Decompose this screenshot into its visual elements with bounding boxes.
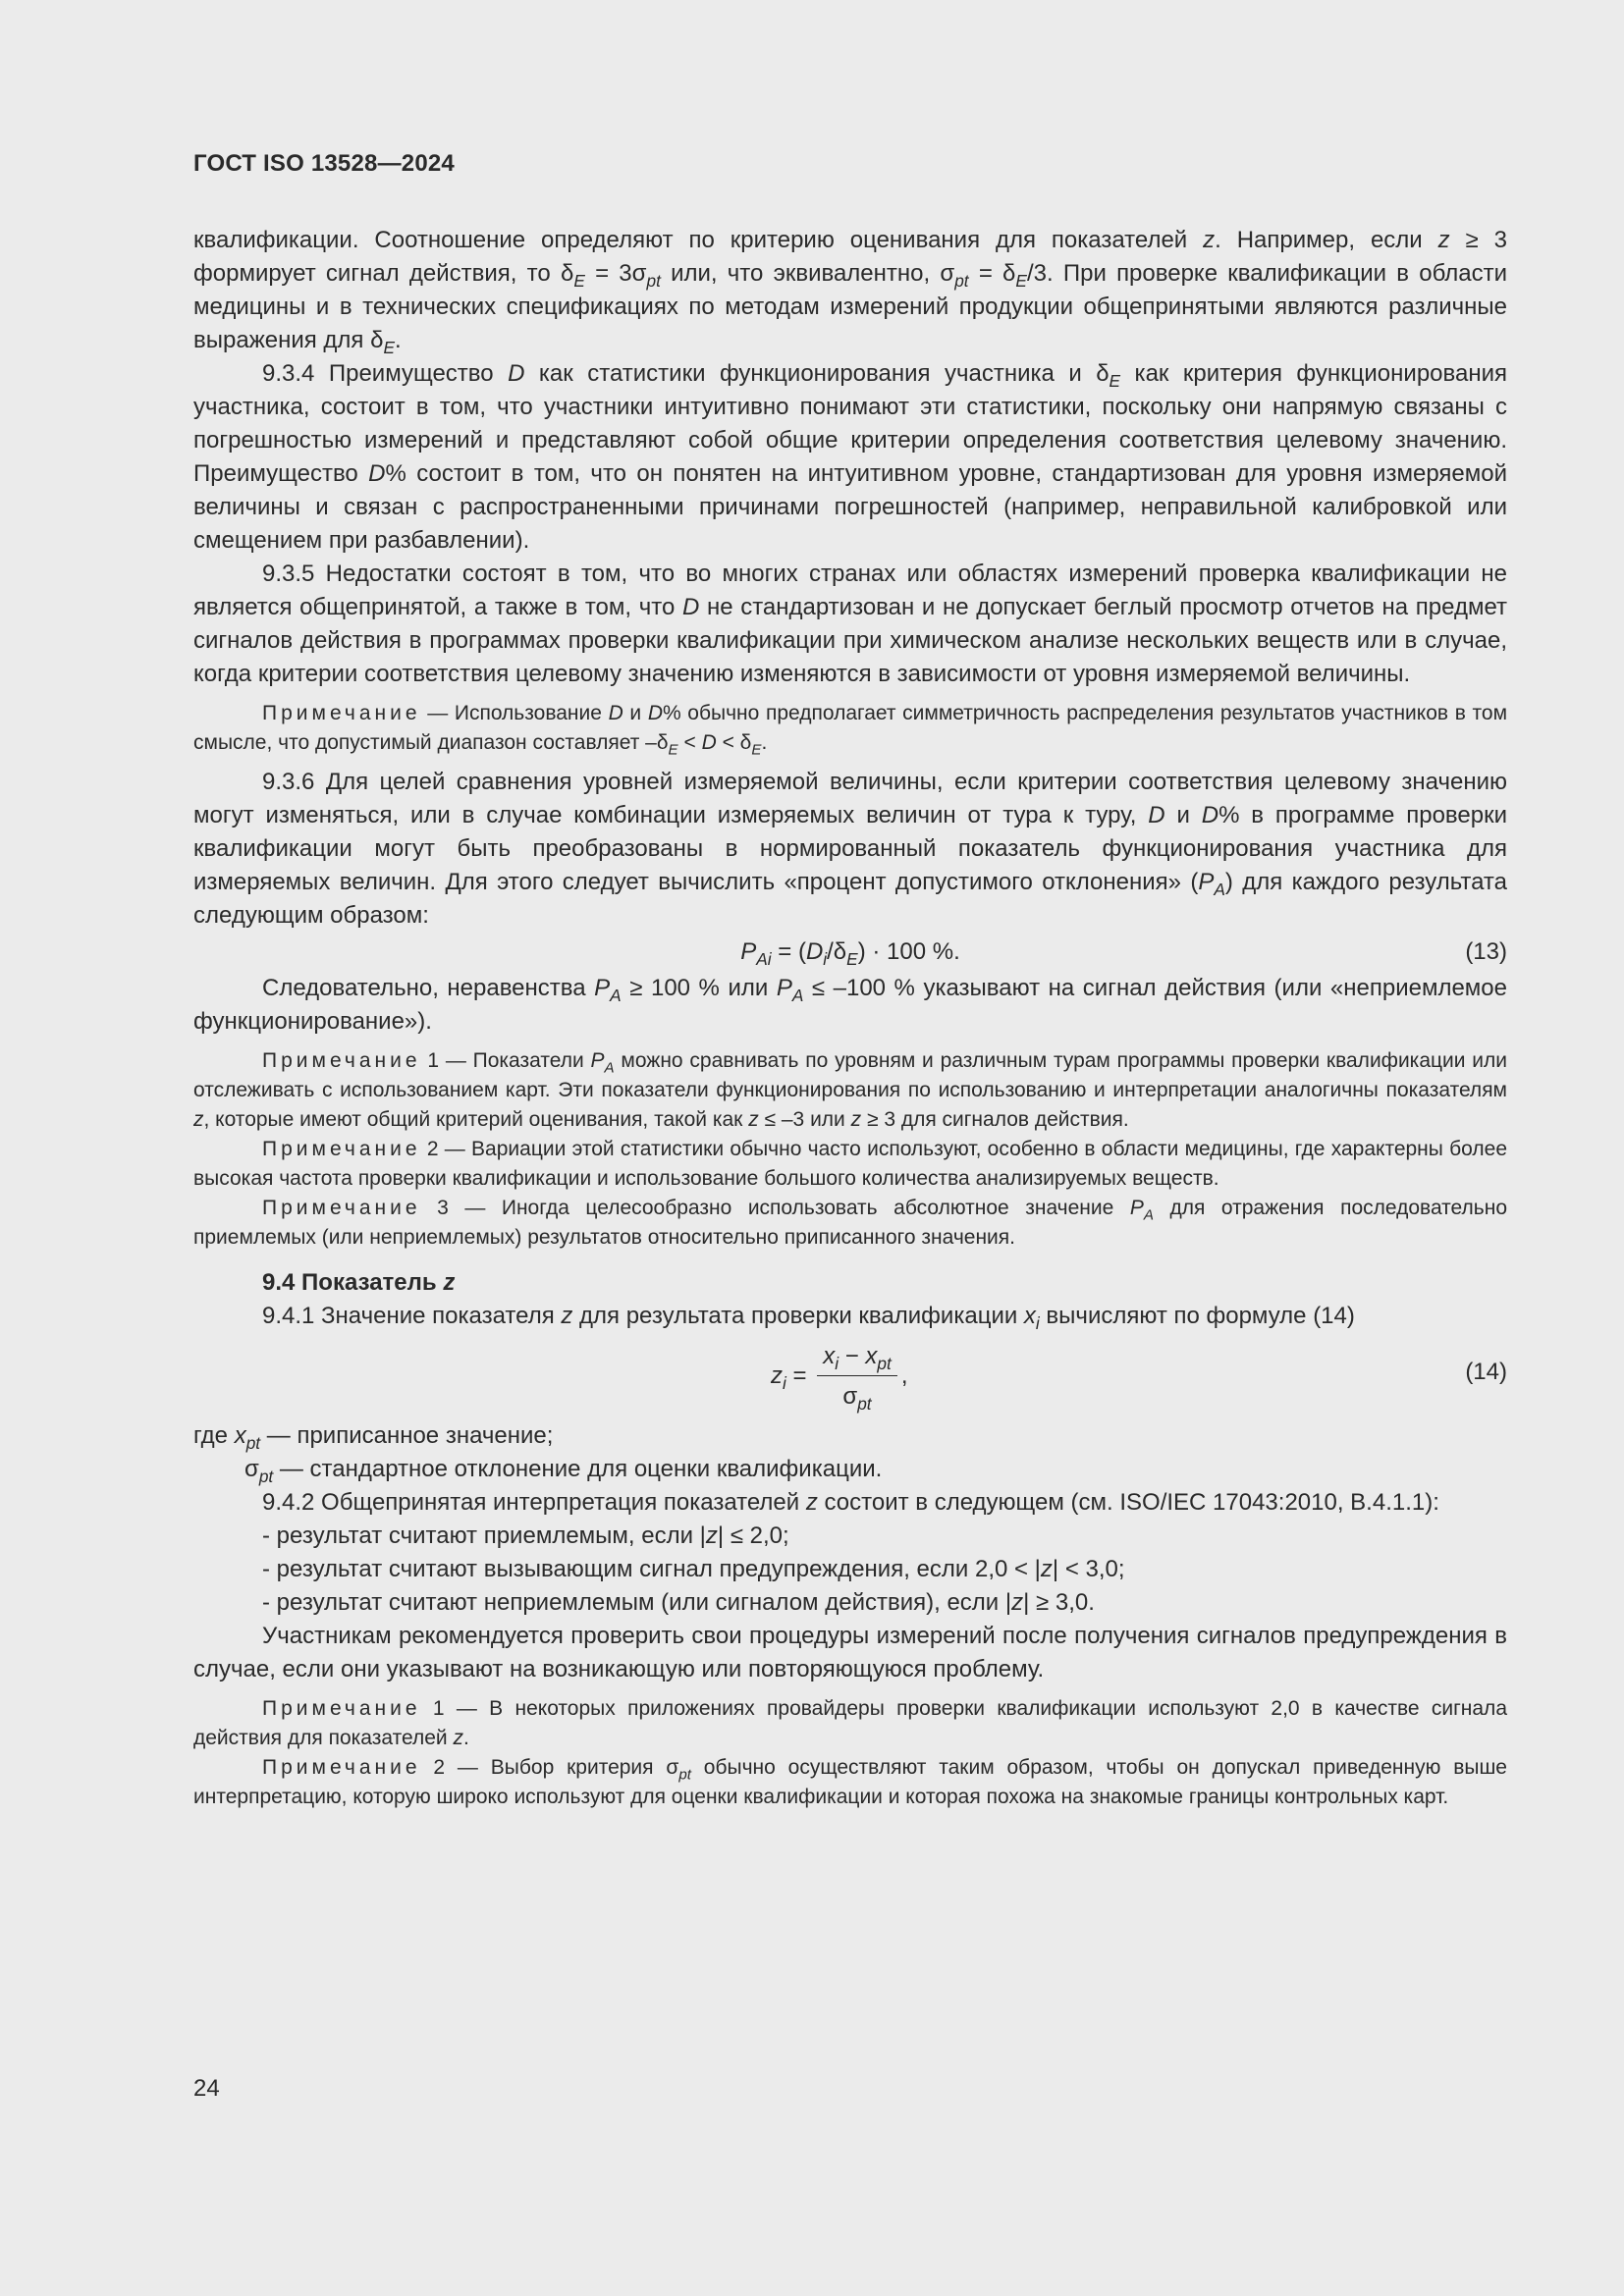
list-item: - результат считают приемлемым, если |z| ≤ 2,0; — [262, 1522, 789, 1549]
paragraph-consequence: Следовательно, неравенства $P_A \ge 100$ % или $P_A \le -100$ % указывают на сигнал действия (или «неприемлемое функционирование»). — [193, 975, 1507, 1035]
paragraph-continuation: квалификации. Соотношение определяют по критерию оценивания для показателей z. Например, если z ≥ 3 формирует сигнал действия, то $\delta_E = 3\sigma_{pt}$ или, что эквивалентно, $\sigma_{pt} = \delta_E/3$. При проверке квалификации в области медицины и в технических спецификациях по методам измерений продукции общепринятыми являются различные выражения для $\delta_E$. — [193, 227, 1508, 358]
note-pa-2: Примечание 2 — Вариации этой статистики обычно часто используют, особенно в области медицины, где характерны более высокая частота проверки квалификации и использование большого количества анализируемых веществ. — [193, 1138, 1507, 1190]
equation-13-number: (13) — [1465, 938, 1507, 965]
equation-14-fraction: $\frac{x_i - x_{pt}}{\sigma_{pt}}$ — [817, 1340, 897, 1414]
note-pa-3: Примечание 3 — Иногда целесообразно использовать абсолютное значение $P_A$ для отражения последовательно приемлемых (или неприемлемых) результатов относительно приписанного значения. — [193, 1197, 1508, 1249]
paragraph-9-3-4: 9.3.4 Преимущество D как статистики функционирования участника и $\delta_E$ как критерия функционирования участника, состоит в том, что участники интуитивно понимают эти статистики, поскольку они напрямую связаны с погрешностью измерений и представляют собой общие критерии определения соответствия целевому значению. Преимущество D% состоит в том, что он понятен на интуитивном уровне, стандартизован для уровня измеряемой величины и связан с распространенными причинами погрешностей (например, неправильной калибровкой или смещением при разбавлении). — [193, 360, 1507, 554]
paragraph-9-4-2: 9.4.2 Общепринятая интерпретация показателей z состоит в следующем (см. ISO/IEC 17043:2010, В.4.1.1): — [262, 1489, 1439, 1516]
equation-14-body: $z_i$ = $\frac{x_i - x_{pt}}{\sigma_{pt}}$ , — [771, 1333, 907, 1419]
where-line-1: где $x_{pt}$ — приписанное значение; — [193, 1422, 554, 1454]
paragraph-9-3-6: 9.3.6 Для целей сравнения уровней измеряемой величины, если критерии соответствия целевому значению могут изменяться, или в случае комбинации измеряемых величин от тура к туру, D и D% в программе проверки квалификации могут быть преобразованы в нормированный показатель функционирования участника для измеряемых величин. Для этого следует вычислить «процент допустимого отклонения» $(P_A)$ для каждого результата следующим образом: — [193, 769, 1508, 929]
where-line-2: $\sigma_{pt}$ — стандартное отклонение для оценки квалификации. — [244, 1456, 883, 1487]
paragraph-9-3-5: 9.3.5 Недостатки состоят в том, что во многих странах или областях измерений проверка квалификации не является общепринятой, а также в том, что D не стандартизован и не допускает беглый просмотр отчетов на предмет сигналов действия в программах проверки квалификации при химическом анализе нескольких веществ или в случае, когда критерии соответствия целевому значению изменяются в зависимости от уровня измеряемой величины. — [193, 561, 1508, 687]
paragraph-9-4-1: 9.4.1 Значение показателя z для результата проверки квалификации $x_i$ вычисляют по формуле (14) — [262, 1303, 1355, 1334]
note-pa-1: Примечание 1 — Показатели $P_A$ можно сравнивать по уровням и различным турам программы проверки квалификации или отслеживать с использованием карт. Эти показатели функционирования по использованию и интерпретации аналогичны показателям z, которые имеют общий критерий оценивания, такой как z ≤ –3 или z ≥ 3 для сигналов действия. — [193, 1049, 1508, 1131]
document-header: ГОСТ ISO 13528—2024 — [193, 150, 455, 177]
list-item: - результат считают неприемлемым (или сигналом действия), если |z| ≥ 3,0. — [262, 1589, 1095, 1616]
note-z-2: Примечание 2 — Выбор критерия $\sigma_{pt}$ обычно осуществляют таким образом, чтобы он допускал приведенную выше интерпретацию, которую широко используют для оценки квалификации и которая похожа на знакомые границы контрольных карт. — [193, 1756, 1507, 1808]
equation-14 — [193, 1333, 1507, 1419]
note-z-1: Примечание 1 — В некоторых приложениях провайдеры проверки квалификации используют 2,0 в качестве сигнала действия для показателей z. — [193, 1697, 1507, 1749]
equation-13-body: $P_{Ai} = (D_i/\delta_E) \cdot 100$ %. — [740, 938, 960, 970]
note-9-3-5: Примечание — Использование D и D% обычно предполагает симметричность распределения результатов участников в том смысле, что допустимый диапазон составляет $-\delta_E < D < \delta_E$. — [193, 702, 1508, 759]
list-item: - результат считают вызывающим сигнал предупреждения, если 2,0 < |z| < 3,0; — [262, 1556, 1125, 1582]
equation-13 — [193, 933, 1507, 972]
document-body — [193, 224, 1507, 1812]
paragraph-recommendation: Участникам рекомендуется проверить свои процедуры измерений после получения сигналов предупреждения в случае, если они указывают на возникающую или повторяющуюся проблему. — [193, 1623, 1507, 1682]
interpretation-list — [193, 1520, 1507, 1620]
where-definitions — [193, 1419, 1507, 1486]
page-number: 24 — [193, 2075, 220, 2102]
section-9-4-title: 9.4 Показатель z — [262, 1269, 456, 1296]
equation-14-number: (14) — [1465, 1359, 1507, 1385]
